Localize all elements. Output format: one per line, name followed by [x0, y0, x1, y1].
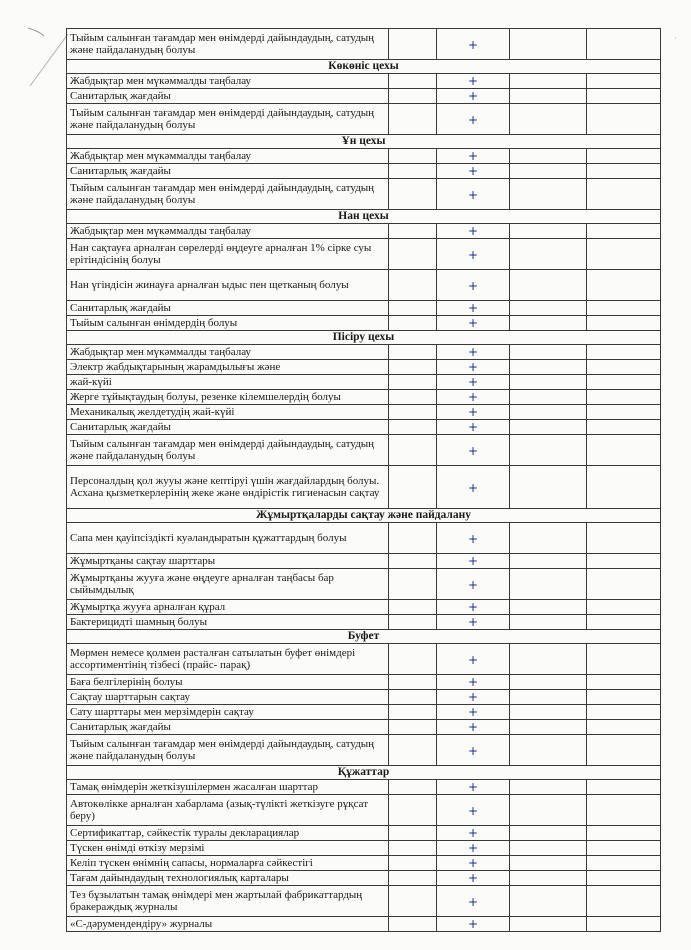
requirement-text: Санитарлық жағдайы: [67, 89, 389, 104]
requirement-text: Бактерицидті шамның болуы: [67, 615, 389, 630]
checklist-row: [67, 270, 661, 301]
checklist-row: [67, 405, 661, 420]
column-d-cell: [587, 435, 661, 466]
checklist-row: [67, 675, 661, 690]
column-a-cell: [389, 466, 437, 509]
column-d-cell: [587, 239, 661, 270]
checklist-row: [67, 615, 661, 630]
column-d-cell: [587, 795, 661, 826]
checklist-row: [67, 435, 661, 466]
compliance-mark: +: [437, 104, 510, 135]
section-header: [67, 766, 661, 780]
checklist-row: [67, 29, 661, 60]
column-a-cell: [389, 301, 437, 316]
requirement-text: жай-күйі: [67, 375, 389, 390]
requirement-text: Жұмыртқа жууға арналған құрал: [67, 600, 389, 615]
column-a-cell: [389, 345, 437, 360]
column-c-cell: [510, 886, 587, 917]
column-d-cell: [587, 316, 661, 331]
section-header: [67, 210, 661, 224]
compliance-mark: +: [437, 886, 510, 917]
requirement-text: Санитарлық жағдайы: [67, 301, 389, 316]
section-title: Құжаттар: [67, 766, 661, 780]
column-d-cell: [587, 74, 661, 89]
column-a-cell: [389, 644, 437, 675]
requirement-text: Келіп түскен өнімнің сапасы, нормаларға сәйкестігі: [67, 856, 389, 871]
column-c-cell: [510, 405, 587, 420]
checklist-row: [67, 871, 661, 886]
column-c-cell: [510, 523, 587, 554]
requirement-text: Нан сақтауға арналған сөрелерді өңдеуге арналған 1% сірке суы ерітіндісінің болуы: [67, 239, 389, 270]
column-c-cell: [510, 780, 587, 795]
compliance-mark: +: [437, 29, 510, 60]
checklist-row: [67, 554, 661, 569]
requirement-text: Жерге тұйықтаудың болуы, резенке кілемшелердің болуы: [67, 390, 389, 405]
column-c-cell: [510, 270, 587, 301]
compliance-mark: +: [437, 375, 510, 390]
section-header: [67, 60, 661, 74]
compliance-mark: +: [437, 780, 510, 795]
column-c-cell: [510, 179, 587, 210]
compliance-mark: +: [437, 720, 510, 735]
column-a-cell: [389, 826, 437, 841]
section-title: Буфет: [67, 630, 661, 644]
column-d-cell: [587, 871, 661, 886]
column-c-cell: [510, 690, 587, 705]
column-c-cell: [510, 435, 587, 466]
column-a-cell: [389, 224, 437, 239]
column-c-cell: [510, 615, 587, 630]
compliance-mark: +: [437, 420, 510, 435]
column-d-cell: [587, 720, 661, 735]
column-d-cell: [587, 780, 661, 795]
column-c-cell: [510, 74, 587, 89]
requirement-text: Санитарлық жағдайы: [67, 420, 389, 435]
column-d-cell: [587, 600, 661, 615]
checklist-row: [67, 690, 661, 705]
checklist-row: [67, 239, 661, 270]
column-c-cell: [510, 390, 587, 405]
column-a-cell: [389, 523, 437, 554]
column-d-cell: [587, 301, 661, 316]
column-a-cell: [389, 569, 437, 600]
column-d-cell: [587, 420, 661, 435]
checklist-row: [67, 74, 661, 89]
compliance-mark: +: [437, 360, 510, 375]
requirement-text: Тамақ өнімдерін жеткізушілермен жасалған шарттар: [67, 780, 389, 795]
compliance-mark: +: [437, 735, 510, 766]
checklist-row: [67, 720, 661, 735]
compliance-mark: +: [437, 690, 510, 705]
compliance-mark: +: [437, 917, 510, 932]
section-header: [67, 331, 661, 345]
checklist-row: [67, 886, 661, 917]
column-a-cell: [389, 690, 437, 705]
compliance-mark: +: [437, 435, 510, 466]
column-d-cell: [587, 270, 661, 301]
checklist-row: [67, 466, 661, 509]
column-d-cell: [587, 615, 661, 630]
column-a-cell: [389, 104, 437, 135]
column-c-cell: [510, 104, 587, 135]
requirement-text: Мөрмен немесе қолмен расталған сатылатын буфет өнімдері ассортиментінің тізбесі (прайс- парақ): [67, 644, 389, 675]
checklist-row: [67, 179, 661, 210]
compliance-mark: +: [437, 149, 510, 164]
column-a-cell: [389, 735, 437, 766]
checklist-row: [67, 795, 661, 826]
checklist-row: [67, 523, 661, 554]
requirement-text: Жабдықтар мен мүкәммалды таңбалау: [67, 224, 389, 239]
compliance-mark: +: [437, 600, 510, 615]
column-c-cell: [510, 600, 587, 615]
section-title: Нан цехы: [67, 210, 661, 224]
checklist-row: [67, 569, 661, 600]
compliance-mark: +: [437, 89, 510, 104]
requirement-text: Жабдықтар мен мүкәммалды таңбалау: [67, 74, 389, 89]
compliance-mark: +: [437, 644, 510, 675]
checklist-row: [67, 826, 661, 841]
compliance-mark: +: [437, 569, 510, 600]
column-a-cell: [389, 360, 437, 375]
column-d-cell: [587, 735, 661, 766]
checklist-row: [67, 104, 661, 135]
column-d-cell: [587, 104, 661, 135]
compliance-mark: +: [437, 270, 510, 301]
requirement-text: Түскен өнімді өткізу мерзімі: [67, 841, 389, 856]
checklist-row: [67, 345, 661, 360]
requirement-text: Тыйым салынған тағамдар мен өнімдерді дайындаудың, сатудың және пайдаланудың болуы: [67, 29, 389, 60]
column-a-cell: [389, 390, 437, 405]
column-d-cell: [587, 675, 661, 690]
column-a-cell: [389, 856, 437, 871]
column-d-cell: [587, 89, 661, 104]
requirement-text: Механикалық желдетудің жай-күйі: [67, 405, 389, 420]
column-c-cell: [510, 149, 587, 164]
checklist-row: [67, 89, 661, 104]
column-d-cell: [587, 841, 661, 856]
requirement-text: Санитарлық жағдайы: [67, 164, 389, 179]
checklist-row: [67, 164, 661, 179]
column-a-cell: [389, 420, 437, 435]
column-a-cell: [389, 164, 437, 179]
column-c-cell: [510, 301, 587, 316]
compliance-mark: +: [437, 390, 510, 405]
checklist-row: [67, 301, 661, 316]
column-c-cell: [510, 675, 587, 690]
column-d-cell: [587, 360, 661, 375]
checklist-row: [67, 360, 661, 375]
column-d-cell: [587, 179, 661, 210]
column-c-cell: [510, 466, 587, 509]
checklist-row: [67, 600, 661, 615]
requirement-text: Сапа мен қауіпсіздікті куәландыратын құжаттардың болуы: [67, 523, 389, 554]
compliance-mark: +: [437, 179, 510, 210]
requirement-text: Сертификаттар, сәйкестік туралы декларациялар: [67, 826, 389, 841]
column-c-cell: [510, 841, 587, 856]
requirement-text: Тыйым салынған тағамдар мен өнімдерді дайындаудың, сатудың және пайдаланудың болуы: [67, 435, 389, 466]
column-c-cell: [510, 826, 587, 841]
column-a-cell: [389, 179, 437, 210]
column-a-cell: [389, 871, 437, 886]
compliance-mark: +: [437, 615, 510, 630]
column-a-cell: [389, 405, 437, 420]
column-c-cell: [510, 720, 587, 735]
requirement-text: Тыйым салынған өнімдердің болуы: [67, 316, 389, 331]
compliance-mark: +: [437, 705, 510, 720]
column-d-cell: [587, 917, 661, 932]
compliance-mark: +: [437, 856, 510, 871]
section-header: [67, 135, 661, 149]
column-a-cell: [389, 239, 437, 270]
column-c-cell: [510, 375, 587, 390]
compliance-mark: +: [437, 405, 510, 420]
checklist-row: [67, 917, 661, 932]
compliance-mark: +: [437, 523, 510, 554]
column-c-cell: [510, 360, 587, 375]
column-c-cell: [510, 239, 587, 270]
column-a-cell: [389, 886, 437, 917]
section-title: Жұмыртқаларды сақтау және пайдалану: [67, 509, 661, 523]
column-a-cell: [389, 795, 437, 826]
column-d-cell: [587, 29, 661, 60]
column-d-cell: [587, 644, 661, 675]
column-d-cell: [587, 569, 661, 600]
compliance-mark: +: [437, 871, 510, 886]
section-header: [67, 630, 661, 644]
column-d-cell: [587, 523, 661, 554]
column-a-cell: [389, 435, 437, 466]
checklist-row: [67, 316, 661, 331]
column-d-cell: [587, 554, 661, 569]
checklist-row: [67, 735, 661, 766]
checklist-sheet: [66, 28, 660, 932]
column-a-cell: [389, 29, 437, 60]
section-title: Көкөніс цехы: [67, 60, 661, 74]
column-a-cell: [389, 720, 437, 735]
column-a-cell: [389, 600, 437, 615]
column-a-cell: [389, 554, 437, 569]
requirement-text: Тағам дайындаудың технологиялық карталары: [67, 871, 389, 886]
requirement-text: Тыйым салынған тағамдар мен өнімдерді дайындаудың, сатудың және пайдаланудың болуы: [67, 104, 389, 135]
compliance-mark: +: [437, 466, 510, 509]
column-d-cell: [587, 149, 661, 164]
column-c-cell: [510, 164, 587, 179]
column-c-cell: [510, 224, 587, 239]
column-c-cell: [510, 29, 587, 60]
column-d-cell: [587, 345, 661, 360]
column-c-cell: [510, 345, 587, 360]
column-c-cell: [510, 644, 587, 675]
column-c-cell: [510, 856, 587, 871]
column-a-cell: [389, 270, 437, 301]
compliance-mark: +: [437, 826, 510, 841]
requirement-text: Жұмыртқаны сақтау шарттары: [67, 554, 389, 569]
requirement-text: Санитарлық жағдайы: [67, 720, 389, 735]
checklist-row: [67, 224, 661, 239]
compliance-mark: +: [437, 554, 510, 569]
column-a-cell: [389, 316, 437, 331]
requirement-text: Баға белгілерінің болуы: [67, 675, 389, 690]
requirement-text: Сату шарттары мен мерзімдерін сақтау: [67, 705, 389, 720]
column-a-cell: [389, 917, 437, 932]
compliance-mark: +: [437, 316, 510, 331]
requirement-text: Жұмыртқаны жууға және өңдеуге арналған таңбасы бар сыйымдылық: [67, 569, 389, 600]
section-title: Пісіру цехы: [67, 331, 661, 345]
column-c-cell: [510, 316, 587, 331]
column-d-cell: [587, 375, 661, 390]
requirement-text: Нан үгіндісін жинауға арналған ыдыс пен щетканың болуы: [67, 270, 389, 301]
compliance-mark: +: [437, 239, 510, 270]
column-c-cell: [510, 735, 587, 766]
checklist-row: [67, 375, 661, 390]
compliance-mark: +: [437, 675, 510, 690]
compliance-mark: +: [437, 795, 510, 826]
compliance-mark: +: [437, 224, 510, 239]
checklist-row: [67, 420, 661, 435]
column-d-cell: [587, 856, 661, 871]
requirement-text: Тыйым салынған тағамдар мен өнімдерді дайындаудың, сатудың және пайдаланудың болуы: [67, 735, 389, 766]
requirement-text: Жабдықтар мен мүкәммалды таңбалау: [67, 345, 389, 360]
column-c-cell: [510, 795, 587, 826]
column-a-cell: [389, 841, 437, 856]
column-d-cell: [587, 690, 661, 705]
checklist-row: [67, 856, 661, 871]
column-a-cell: [389, 375, 437, 390]
compliance-mark: +: [437, 164, 510, 179]
column-d-cell: [587, 705, 661, 720]
requirement-text: Тез бұзылатын тамақ өнімдері мен жартылай фабрикаттардың бракераждық журналы: [67, 886, 389, 917]
column-d-cell: [587, 164, 661, 179]
checklist-row: [67, 390, 661, 405]
column-c-cell: [510, 705, 587, 720]
requirement-text: Тыйым салынған тағамдар мен өнімдерді дайындаудың, сатудың және пайдаланудың болуы: [67, 179, 389, 210]
checklist-row: [67, 149, 661, 164]
checklist-row: [67, 705, 661, 720]
column-a-cell: [389, 74, 437, 89]
column-c-cell: [510, 569, 587, 600]
requirement-text: Сақтау шарттарын сақтау: [67, 690, 389, 705]
margin-tick: ·: [674, 34, 677, 44]
column-d-cell: [587, 405, 661, 420]
compliance-mark: +: [437, 345, 510, 360]
column-d-cell: [587, 390, 661, 405]
column-a-cell: [389, 780, 437, 795]
column-c-cell: [510, 554, 587, 569]
compliance-mark: +: [437, 841, 510, 856]
compliance-mark: +: [437, 74, 510, 89]
section-title: Ұн цехы: [67, 135, 661, 149]
column-a-cell: [389, 89, 437, 104]
column-a-cell: [389, 705, 437, 720]
column-d-cell: [587, 826, 661, 841]
requirement-text: Электр жабдықтарының жарамдылығы және: [67, 360, 389, 375]
compliance-mark: +: [437, 301, 510, 316]
column-c-cell: [510, 917, 587, 932]
requirement-text: Персоналдың қол жууы және кептіруі үшін жағдайлардың болуы. Асхана қызметкерлерінің жеке және өндірістік гигиенасын сақтау: [67, 466, 389, 509]
checklist-table: [66, 28, 661, 932]
checklist-row: [67, 644, 661, 675]
column-d-cell: [587, 466, 661, 509]
column-a-cell: [389, 149, 437, 164]
column-c-cell: [510, 871, 587, 886]
section-header: [67, 509, 661, 523]
column-a-cell: [389, 675, 437, 690]
column-c-cell: [510, 420, 587, 435]
checklist-row: [67, 841, 661, 856]
column-d-cell: [587, 886, 661, 917]
requirement-text: Автокөлікке арналған хабарлама (азық-түлікті жеткізуге рұқсат беру): [67, 795, 389, 826]
column-a-cell: [389, 615, 437, 630]
column-c-cell: [510, 89, 587, 104]
requirement-text: «С-дәрумендендіру» журналы: [67, 917, 389, 932]
checklist-row: [67, 780, 661, 795]
column-d-cell: [587, 224, 661, 239]
requirement-text: Жабдықтар мен мүкәммалды таңбалау: [67, 149, 389, 164]
